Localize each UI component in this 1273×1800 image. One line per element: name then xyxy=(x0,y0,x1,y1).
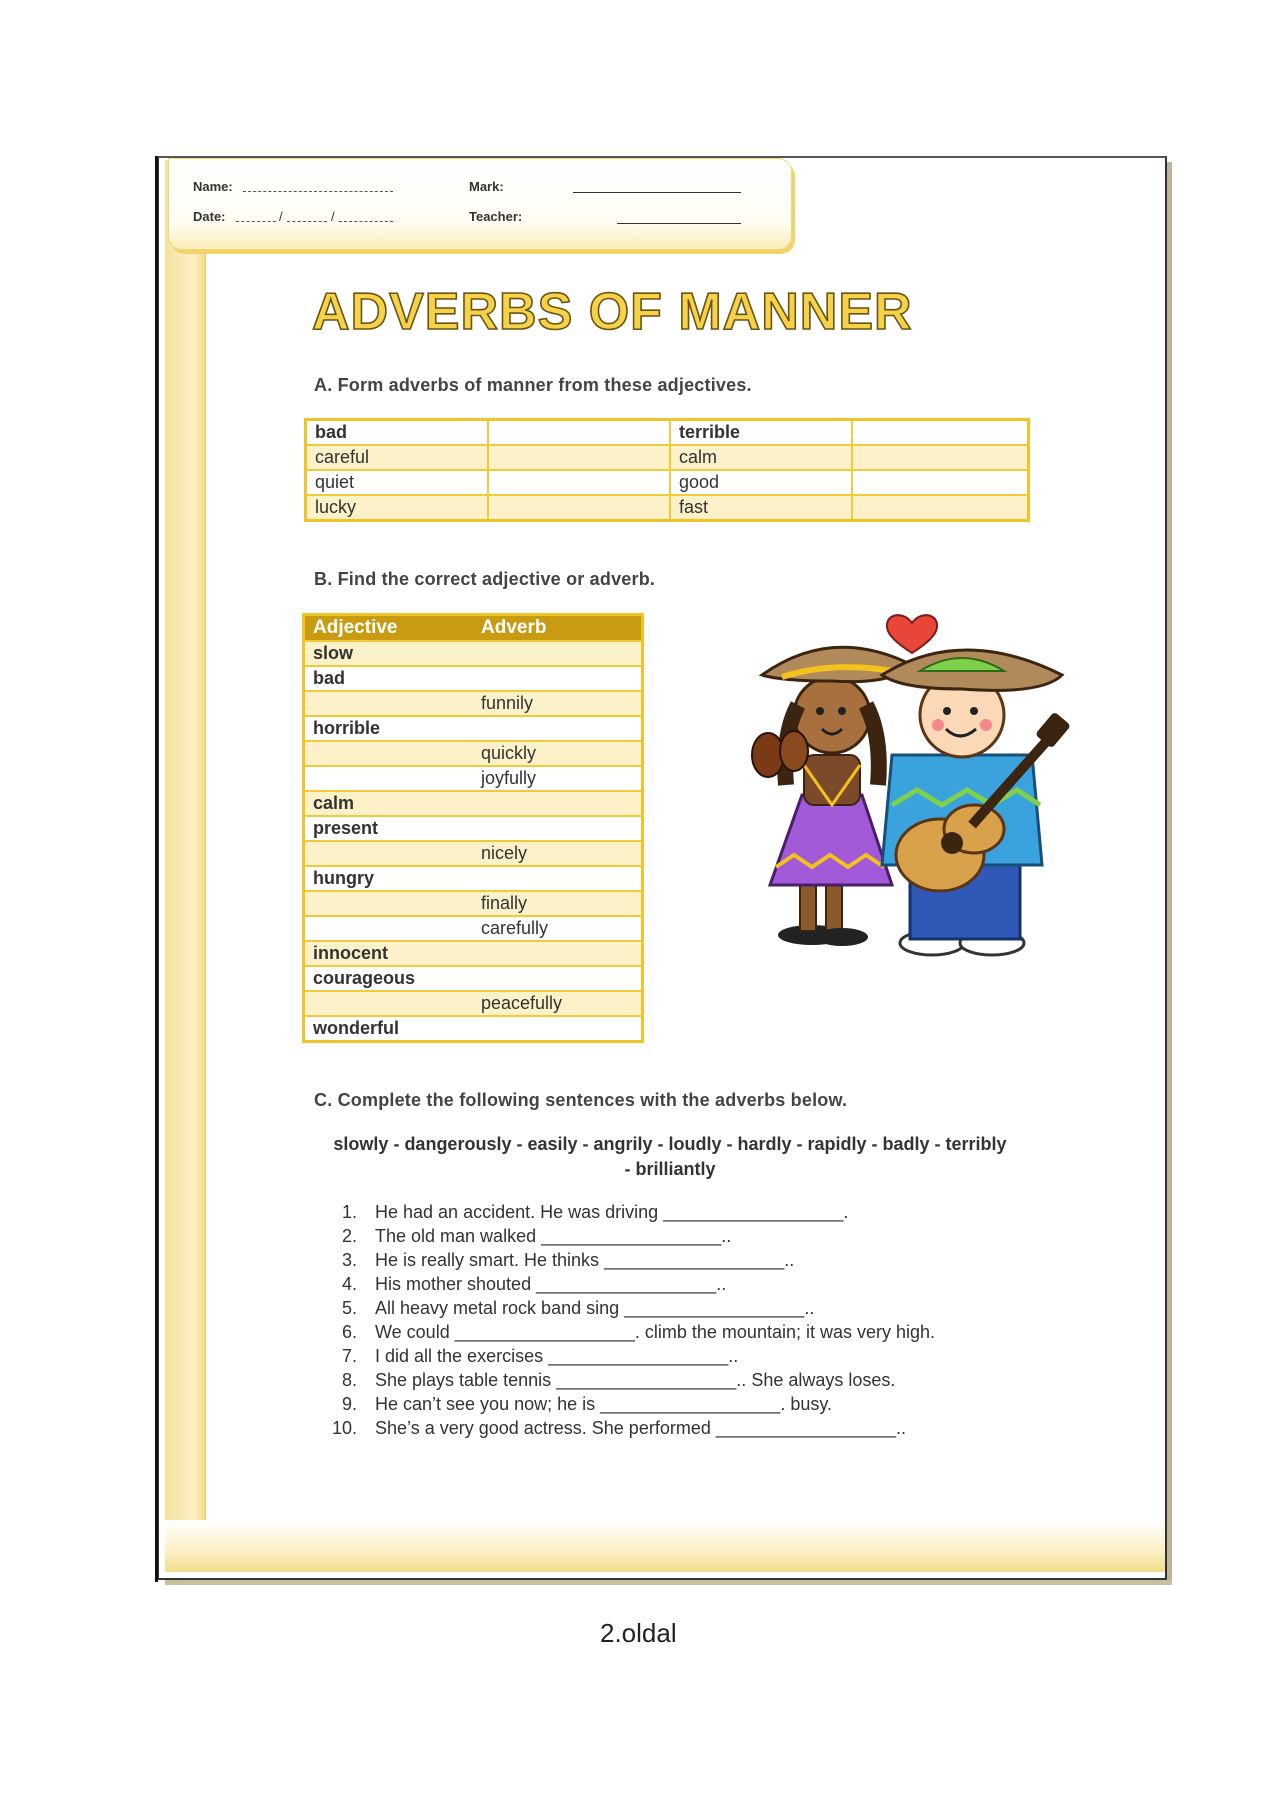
student-info-header xyxy=(168,158,792,250)
adjective-cell: calm xyxy=(304,791,474,816)
sentence-item xyxy=(342,1224,935,1248)
adverb-cell[interactable] xyxy=(473,966,643,991)
mark-field[interactable] xyxy=(573,192,741,193)
adjective-cell: calm xyxy=(670,445,852,470)
adjective-cell[interactable] xyxy=(304,991,474,1016)
table-header-row xyxy=(304,615,643,642)
adjective-cell: bad xyxy=(304,666,474,691)
adjective-cell[interactable] xyxy=(304,741,474,766)
sentence-number: 1. xyxy=(342,1202,358,1222)
sentence-number: 8. xyxy=(342,1370,358,1390)
section-a-table xyxy=(304,418,1030,522)
table-row xyxy=(304,691,643,716)
sentence-text[interactable]: The old man walked __________________.. xyxy=(375,1226,732,1246)
table-row xyxy=(304,866,643,891)
sentence-text[interactable]: We could __________________. climb the mountain; it was very high. xyxy=(375,1322,936,1342)
table-row xyxy=(304,741,643,766)
date-year-field[interactable] xyxy=(339,221,393,222)
adjective-cell: good xyxy=(670,470,852,495)
adjective-cell: wonderful xyxy=(304,1016,474,1042)
table-row xyxy=(304,1016,643,1042)
table-row xyxy=(304,791,643,816)
adjective-cell: horrible xyxy=(304,716,474,741)
date-slash-2: / xyxy=(331,209,335,224)
adjective-cell: quiet xyxy=(306,470,489,495)
sentence-text[interactable]: He is really smart. He thinks __________________.. xyxy=(375,1250,795,1270)
yellow-bottom-border xyxy=(165,1520,1165,1572)
table-row xyxy=(304,716,643,741)
adverb-cell: joyfully xyxy=(473,766,643,791)
sentence-item xyxy=(332,1416,935,1440)
adjective-cell: innocent xyxy=(304,941,474,966)
adverb-word-bank xyxy=(300,1132,1040,1182)
adjective-cell[interactable] xyxy=(304,841,474,866)
date-day-field[interactable] xyxy=(236,221,276,222)
table-row xyxy=(304,816,643,841)
answer-cell[interactable] xyxy=(852,495,1029,521)
answer-cell[interactable] xyxy=(852,470,1029,495)
section-b-table xyxy=(302,613,644,1043)
adjective-cell: fast xyxy=(670,495,852,521)
table-row xyxy=(304,991,643,1016)
adverb-column-header: Adverb xyxy=(473,615,643,642)
adjective-cell: courageous xyxy=(304,966,474,991)
answer-cell[interactable] xyxy=(488,445,670,470)
sentence-number: 4. xyxy=(342,1274,358,1294)
adverb-cell[interactable] xyxy=(473,941,643,966)
sentence-item xyxy=(342,1320,935,1344)
adverb-cell: nicely xyxy=(473,841,643,866)
sentence-item xyxy=(342,1368,935,1392)
adverb-cell[interactable] xyxy=(473,641,643,666)
frame-shadow-right xyxy=(1167,162,1172,1580)
table-row xyxy=(306,420,1029,446)
answer-cell[interactable] xyxy=(488,495,670,521)
answer-cell[interactable] xyxy=(852,445,1029,470)
word-bank-line: - brilliantly xyxy=(624,1159,716,1179)
page-number: 2.oldal xyxy=(600,1618,677,1648)
adjective-column-header: Adjective xyxy=(304,615,474,642)
table-row xyxy=(306,445,1029,470)
sentence-number: 10. xyxy=(332,1418,358,1438)
sentence-number: 6. xyxy=(342,1322,358,1342)
adverb-cell: peacefully xyxy=(473,991,643,1016)
sentence-text[interactable]: All heavy metal rock band sing __________________.. xyxy=(375,1298,815,1318)
sentence-text[interactable]: She plays table tennis __________________.. She always loses. xyxy=(375,1370,896,1390)
children-with-guitar-and-maracas-illustration xyxy=(742,605,1082,975)
adverb-cell: finally xyxy=(473,891,643,916)
table-row xyxy=(304,666,643,691)
answer-cell[interactable] xyxy=(852,420,1029,446)
adverb-cell[interactable] xyxy=(473,1016,643,1042)
frame-left-edge xyxy=(155,156,158,1582)
adverb-cell: funnily xyxy=(473,691,643,716)
table-row xyxy=(306,470,1029,495)
adverb-cell[interactable] xyxy=(473,666,643,691)
mark-label: Mark: xyxy=(469,179,504,194)
yellow-side-border xyxy=(165,160,206,1572)
date-slash-1: / xyxy=(279,209,283,224)
table-row xyxy=(304,891,643,916)
section-a-heading: A. Form adverbs of manner from these adjectives. xyxy=(314,375,752,395)
name-label: Name: xyxy=(193,179,233,194)
sentence-item xyxy=(342,1272,935,1296)
table-row xyxy=(304,641,643,666)
adverb-cell[interactable] xyxy=(473,866,643,891)
adjective-cell: lucky xyxy=(306,495,489,521)
sentence-item xyxy=(342,1200,935,1224)
adverb-cell[interactable] xyxy=(473,791,643,816)
sentence-text[interactable]: I did all the exercises __________________.. xyxy=(375,1346,739,1366)
date-month-field[interactable] xyxy=(287,221,327,222)
section-b-heading: B. Find the correct adjective or adverb. xyxy=(314,569,656,589)
word-bank-line: slowly - dangerously - easily - angrily - loudly - hardly - rapidly - badly - terribly xyxy=(333,1134,1007,1154)
sentence-text[interactable]: He had an accident. He was driving __________________. xyxy=(375,1202,849,1222)
sentence-number: 3. xyxy=(342,1250,358,1270)
sentence-number: 9. xyxy=(342,1394,358,1414)
section-c-heading: C. Complete the following sentences with the adverbs below. xyxy=(314,1090,848,1110)
adjective-cell: bad xyxy=(306,420,489,446)
adverb-cell[interactable] xyxy=(473,716,643,741)
table-row xyxy=(304,766,643,791)
table-row xyxy=(304,941,643,966)
page-title: ADVERBS OF MANNER xyxy=(312,283,913,341)
adjective-cell: careful xyxy=(306,445,489,470)
sentence-number: 5. xyxy=(342,1298,358,1318)
sentence-text[interactable]: He can’t see you now; he is __________________. busy. xyxy=(375,1394,833,1414)
adjective-cell: hungry xyxy=(304,866,474,891)
adjective-cell: terrible xyxy=(670,420,852,446)
adjective-cell: present xyxy=(304,816,474,841)
boy-figure xyxy=(882,650,1071,955)
sentence-item xyxy=(342,1344,935,1368)
answer-cell[interactable] xyxy=(488,470,670,495)
sentence-text[interactable]: She’s a very good actress. She performed __________________.. xyxy=(375,1418,907,1438)
adverb-cell: quickly xyxy=(473,741,643,766)
teacher-field[interactable] xyxy=(617,223,741,224)
adjective-cell[interactable] xyxy=(304,766,474,791)
frame-shadow-bottom xyxy=(165,1580,1172,1585)
heart-icon xyxy=(887,615,937,653)
sentence-text[interactable]: His mother shouted __________________.. xyxy=(375,1274,727,1294)
adverb-cell: carefully xyxy=(473,916,643,941)
adjective-cell: slow xyxy=(304,641,474,666)
teacher-label: Teacher: xyxy=(469,209,523,224)
adjective-cell[interactable] xyxy=(304,891,474,916)
date-label: Date: xyxy=(193,209,226,224)
maraca-icon xyxy=(752,733,784,777)
table-row xyxy=(304,966,643,991)
table-row xyxy=(304,841,643,866)
adverb-cell[interactable] xyxy=(473,816,643,841)
sentence-item xyxy=(342,1248,935,1272)
sentence-number: 2. xyxy=(342,1226,358,1246)
sentence-item xyxy=(342,1296,935,1320)
name-field[interactable] xyxy=(243,191,393,192)
sentence-number: 7. xyxy=(342,1346,358,1366)
table-row xyxy=(306,495,1029,521)
answer-cell[interactable] xyxy=(488,420,670,446)
section-b-rows xyxy=(304,641,643,1042)
sentence-list xyxy=(332,1200,936,1440)
adjective-cell[interactable] xyxy=(304,916,474,941)
adjective-cell[interactable] xyxy=(304,691,474,716)
sentence-item xyxy=(342,1392,935,1416)
table-row xyxy=(304,916,643,941)
